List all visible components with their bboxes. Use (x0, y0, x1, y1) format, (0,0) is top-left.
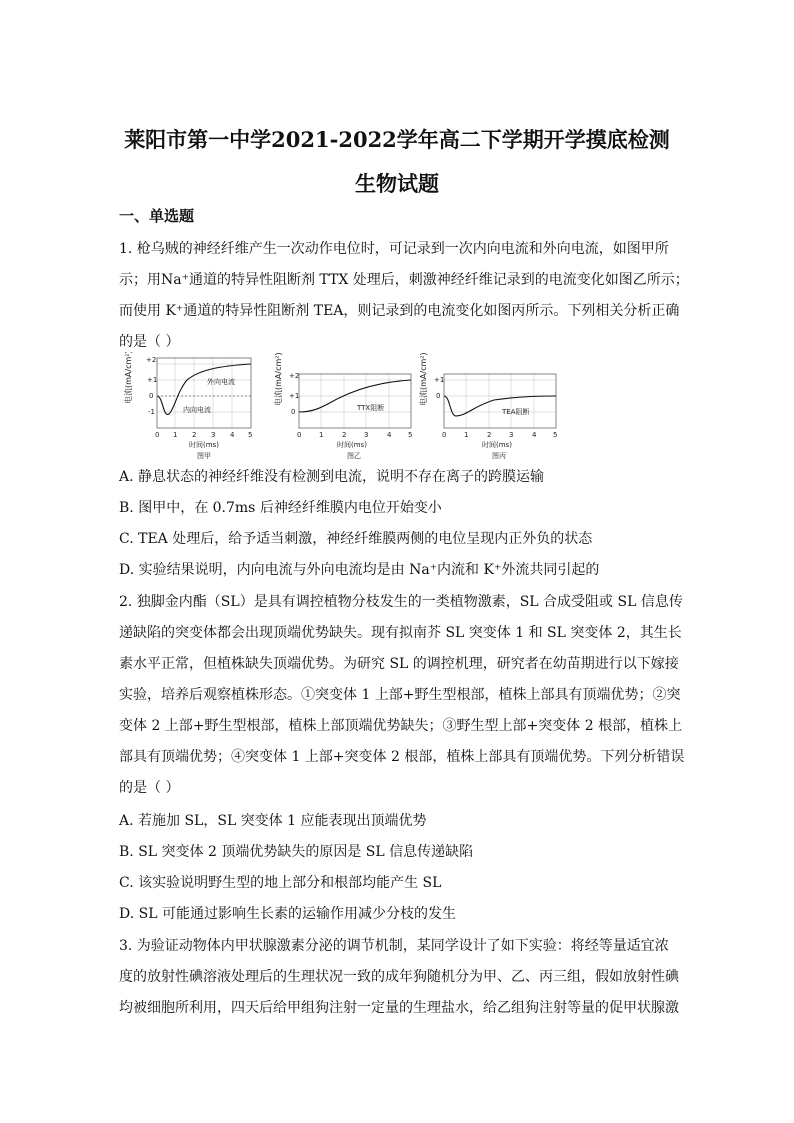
section-heading: 一、单选题 (119, 207, 195, 225)
doc-title: 莱阳市第一中学2021-2022学年高二下学期开学摸底检测 (124, 127, 670, 152)
y-tick: -1 (148, 408, 155, 416)
y-tick: +1 (434, 376, 445, 384)
panel-caption: 图丙 (492, 452, 506, 460)
q3-line: 3. 为验证动物体内甲状腺激素分泌的调节机制，某同学设计了如下实验：将经等量适宜浓 (119, 938, 669, 954)
x-tick: 1 (319, 431, 324, 439)
panel-caption: 图甲 (197, 452, 211, 460)
curve-label-ttx: TTX阻断 (357, 404, 385, 412)
x-tick: 2 (192, 431, 197, 439)
q1-line: 1. 枪乌贼的神经纤维产生一次动作电位时，可记录到一次内向电流和外向电流，如图甲所 (119, 241, 669, 257)
x-tick: 5 (408, 431, 413, 439)
panel-yi (273, 352, 412, 460)
x-tick: 3 (364, 431, 369, 439)
curve-label-inward: 内向电流 (183, 406, 211, 414)
y-tick: 0 (149, 392, 154, 400)
y-tick: +2 (146, 356, 157, 364)
q2-line: 实验，培养后观察植株形态。①突变体 1 上部+野生型根部，植株上部具有顶端优势；②突 (119, 687, 681, 703)
y-tick: +1 (147, 376, 158, 384)
panel-caption: 图乙 (347, 452, 361, 460)
y-axis-label: 电流(mA/cm²) (124, 352, 133, 404)
q2-option-d: D. SL 可能通过影响生长素的运输作用减少分枝的发生 (119, 906, 456, 922)
x-tick: 0 (297, 431, 302, 439)
x-tick: 1 (173, 431, 178, 439)
q2-line: 递缺陷的突变体都会出现顶端优势缺失。现有拟南芥 SL 突变体 1 和 SL 突变体 2，其生长 (119, 625, 682, 641)
x-tick: 2 (487, 431, 492, 439)
x-tick: 3 (211, 431, 216, 439)
x-tick: 5 (248, 431, 253, 439)
x-tick: 1 (464, 431, 469, 439)
q1-line: 的是（ ） (119, 334, 180, 350)
y-axis-label: 电流(mA/cm²) (419, 352, 428, 406)
x-tick: 4 (230, 431, 235, 439)
q2-line: 变体 2 上部+野生型根部，植株上部顶端优势缺失；③野生型上部+突变体 2 根部，植株上 (119, 718, 683, 734)
x-tick: 4 (387, 431, 392, 439)
q1-option-d: D. 实验结果说明，内向电流与外向电流均是由 Na⁺内流和 K⁺外流共同引起的 (119, 562, 600, 578)
current-figures (119, 352, 679, 462)
doc-subtitle: 生物试题 (355, 171, 439, 196)
panel-bing (418, 352, 557, 460)
x-tick: 4 (532, 431, 537, 439)
q2-option-c: C. 该实验说明野生型的地上部分和根部均能产生 SL (119, 875, 442, 891)
x-tick: 2 (342, 431, 347, 439)
y-tick: 0 (436, 392, 441, 400)
y-tick: +2 (289, 372, 300, 380)
q1-option-c: C. TEA 处理后，给予适当刺激，神经纤维膜两侧的电位呈现内正外负的状态 (119, 531, 593, 547)
x-tick: 0 (155, 431, 160, 439)
q3-line: 度的放射性碘溶液处理后的生理状况一致的成年狗随机分为甲、乙、丙三组，假如放射性碘 (119, 969, 679, 985)
x-tick: 5 (553, 431, 558, 439)
q2-line: 部具有顶端优势；④突变体 1 上部+突变体 2 根部，植株上部具有顶端优势。下列分析错误 (119, 749, 685, 765)
q1-option-a: A. 静息状态的神经纤维没有检测到电流，说明不存在离子的跨膜运输 (119, 469, 545, 485)
q1-line: 而使用 K⁺通道的特异性阻断剂 TEA，则记录到的电流变化如图丙所示。下列相关分析正确 (119, 303, 680, 319)
curve-label-tea: TEA阻断 (502, 408, 530, 416)
panel-jia (123, 352, 252, 460)
y-tick: +1 (289, 392, 300, 400)
q2-option-b: B. SL 突变体 2 顶端优势缺失的原因是 SL 信息传递缺陷 (119, 844, 474, 860)
y-tick: 0 (291, 408, 296, 416)
q2-line: 素水平正常，但植株缺失顶端优势。为研究 SL 的调控机理，研究者在幼苗期进行以下嫁接 (119, 656, 679, 672)
curve-label-outward: 外向电流 (207, 378, 235, 386)
q2-line: 的是（ ） (119, 780, 180, 796)
q2-line: 2. 独脚金内酯（SL）是具有调控植物分枝发生的一类植物激素，SL 合成受阻或 SL 信息传 (119, 594, 683, 610)
x-tick: 0 (442, 431, 447, 439)
q2-option-a: A. 若施加 SL，SL 突变体 1 应能表现出顶端优势 (119, 813, 427, 829)
y-axis-label: 电流(mA/cm²) (274, 352, 283, 406)
x-axis-label: 时间(ms) (189, 441, 219, 449)
x-axis-label: 时间(ms) (482, 441, 512, 449)
x-axis-label: 时间(ms) (337, 441, 367, 449)
q1-line: 示；用Na⁺通道的特异性阻断剂 TTX 处理后，刺激神经纤维记录到的电流变化如图乙所示； (119, 272, 689, 288)
q1-option-b: B. 图甲中，在 0.7ms 后神经纤维膜内电位开始变小 (119, 500, 442, 516)
q3-line: 均被细胞所利用，四天后给甲组狗注射一定量的生理盐水，给乙组狗注射等量的促甲状腺激 (119, 1000, 679, 1016)
x-tick: 3 (509, 431, 514, 439)
